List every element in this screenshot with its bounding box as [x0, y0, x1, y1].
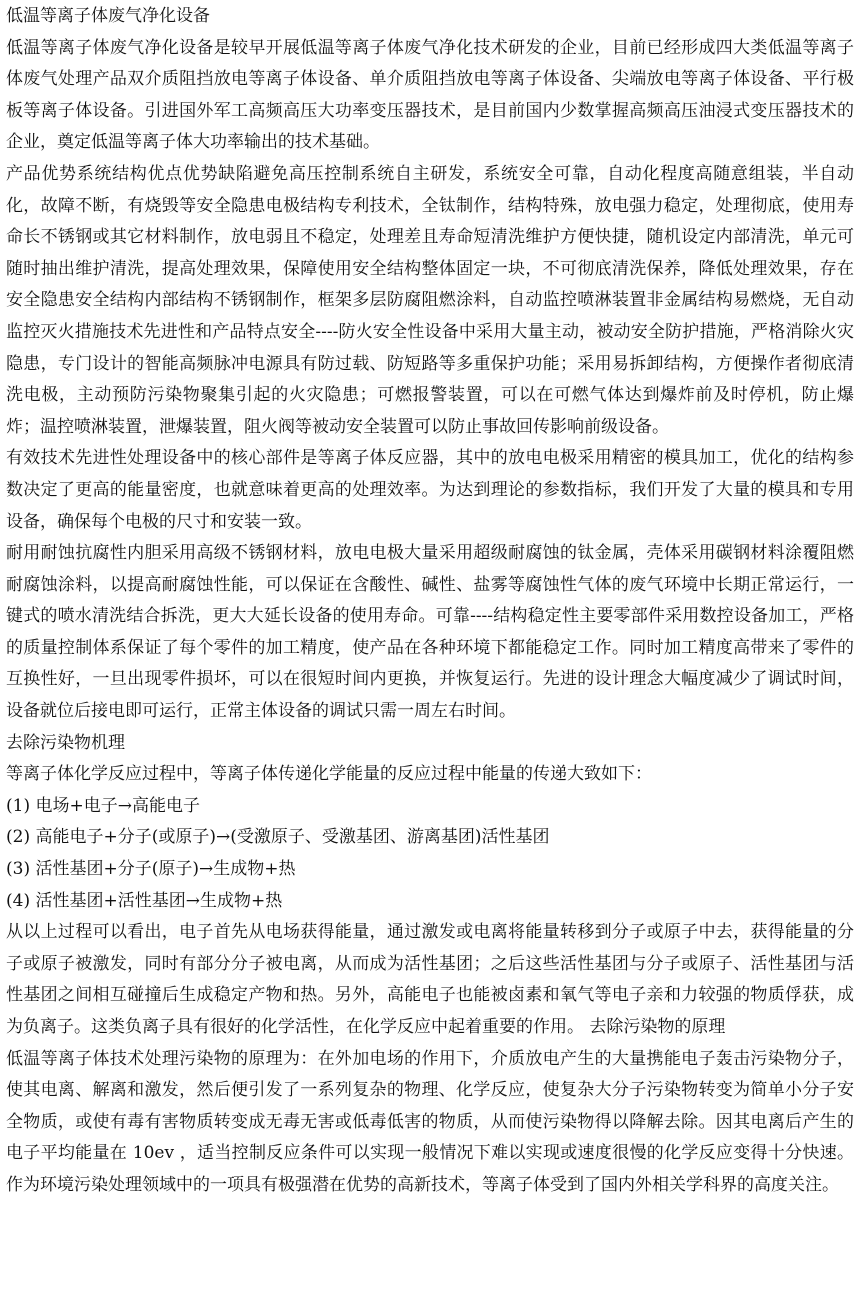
paragraph-durable: 耐用耐蚀抗腐性内胆采用高级不锈钢材料，放电电极大量采用超级耐腐蚀的钛金属，壳体采用碳钢材料涂覆阻燃耐腐蚀涂料，以提高耐腐蚀性能，可以保证在含酸性、碱性、盐雾等腐蚀性气体的废气环境中长期正常运行，一键式的喷水清洗结合拆洗，更大大延长设备的使用寿命。可靠----结构稳定性主要零部件采用数控设备加工，严格的质量控制体系保证了每个零件的加工精度，使产品在各种环境下都能稳定工作。同时加工精度高带来了零件的互换性好，一旦出现零件损坏，可以在很短时间内更换，并恢复运行。先进的设计理念大幅度减少了调试时间，设备就位后接电即可运行，正常主体设备的调试只需一周左右时间。 [6, 543, 854, 722]
document-title: 低温等离子体废气净化设备 [6, 6, 210, 26]
section-heading-mechanism: 去除污染物机理 [6, 732, 125, 753]
paragraph-energy-transfer: 等离子体化学反应过程中，等离子体传递化学能量的反应过程中能量的传递大致如下： [6, 764, 652, 785]
paragraph-principle: 低温等离子体技术处理污染物的原理为：在外加电场的作用下，介质放电产生的大量携能电子轰击污染物分子，使其电离、解离和激发，然后便引发了一系列复杂的物理、化学反应，使复杂大分子污染物转变为简单小分子安全物质，或使有毒有害物质转变成无毒无害或低毒低害的物质，从而使污染物得以降解去除。因其电离后产生的电子平均能量在 10ev ，适当控制反应条件可以实现一般情况下难以实现或速度很慢的化学反应变得十分快速。作为环境污染处理领域中的一项具有极强潜在优势的高新技术，等离子体受到了国内外相关学科界的高度关注。 [6, 1048, 854, 1195]
paragraph-effective: 有效技术先进性处理设备中的核心部件是等离子体反应器，其中的放电电极采用精密的模具加工，优化的结构参数决定了更高的能量密度，也就意味着更高的处理效率。为达到理论的参数指标，我们开发了大量的模具和专用设备，确保每个电极的尺寸和安装一致。 [6, 448, 854, 532]
paragraph-intro: 低温等离子体废气净化设备是较早开展低温等离子体废气净化技术研发的企业，目前已经形成四大类低温等离子体废气处理产品双介质阻挡放电等离子体设备、单介质阻挡放电等离子体设备、尖端放电等离子体设备、平行极板等离子体设备。引进国外军工高频高压大功率变压器技术，是目前国内少数掌握高频高压油浸式变压器技术的企业，奠定低温等离子体大功率输出的技术基础。 [6, 37, 854, 153]
reaction-step-3: (3) 活性基团+分子(原子)→生成物+热 [6, 859, 296, 880]
reaction-step-4: (4) 活性基团+活性基团→生成物+热 [6, 890, 283, 911]
paragraph-process-analysis: 从以上过程可以看出，电子首先从电场获得能量，通过激发或电离将能量转移到分子或原子中去，获得能量的分子或原子被激发，同时有部分分子被电离，从而成为活性基团；之后这些活性基团与分子或原子、活性基团与活性基团之间相互碰撞后生成稳定产物和热。另外，高能电子也能被卤素和氧气等电子亲和力较强的物质俘获，成为负离子。这类负离子具有很好的化学活性，在化学反应中起着重要的作用。 去除污染物的原理 [6, 922, 854, 1037]
reaction-step-2: (2) 高能电子+分子(或原子)→(受激原子、受激基团、游离基团)活性基团 [6, 827, 550, 848]
paragraph-advantages: 产品优势系统结构优点优势缺陷避免高压控制系统自主研发，系统安全可靠，自动化程度高随意组装，半自动化，故障不断，有烧毁等安全隐患电极结构专利技术，全钛制作，结构特殊，放电强力稳定，处理彻底，使用寿命长不锈钢或其它材料制作，放电弱且不稳定，处理差且寿命短清洗维护方便快捷，随机设定内部清洗，单元可随时抽出维护清洗，提高处理效果，保障使用安全结构整体固定一块，不可彻底清洗保养，降低处理效果，存在安全隐患安全结构内部结构不锈钢制作，框架多层防腐阻燃涂料，自动监控喷淋装置非金属结构易燃烧，无自动监控灭火措施技术先进性和产品特点安全----防火安全性设备中采用大量主动，被动安全防护措施，严格消除火灾隐患，专门设计的智能高频脉冲电源具有防过载、防短路等多重保护功能；采用易拆卸结构，方便操作者彻底清洗电极，主动预防污染物聚集引起的火灾隐患；可燃报警装置，可以在可燃气体达到爆炸前及时停机，防止爆炸；温控喷淋装置，泄爆装置，阻火阀等被动安全装置可以防止事故回传影响前级设备。 [6, 163, 854, 437]
reaction-step-1: (1) 电场+电子→高能电子 [6, 795, 200, 816]
